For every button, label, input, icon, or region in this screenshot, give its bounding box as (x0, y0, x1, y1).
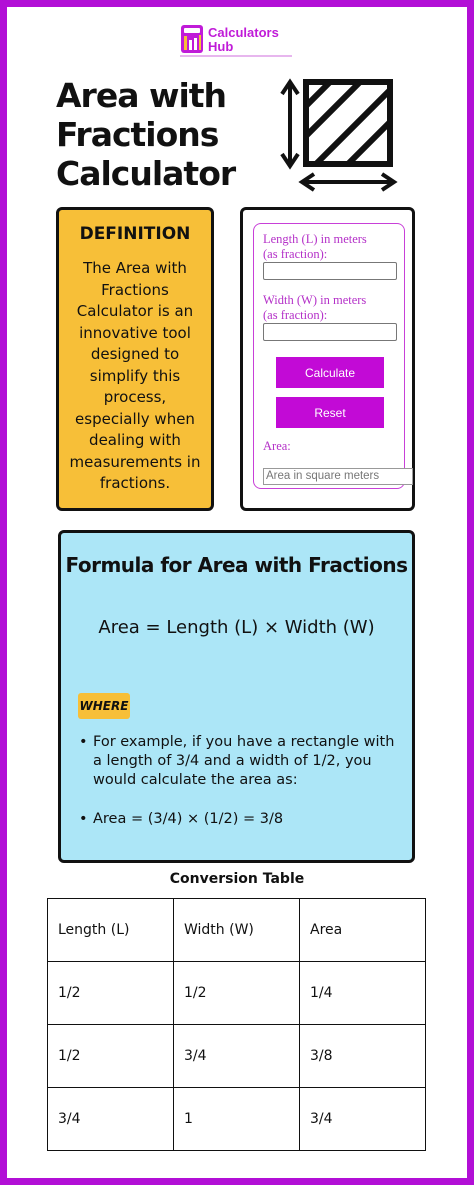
logo-line1: Calculators (208, 25, 279, 40)
area-label: Area: (263, 439, 291, 453)
area-output-field[interactable]: Area in square meters (263, 468, 413, 485)
definition-card (56, 207, 214, 511)
definition-heading: DEFINITION (79, 224, 191, 244)
table-cell: 1/2 (48, 1025, 174, 1088)
table-header-row (48, 899, 426, 962)
calculate-button[interactable]: Calculate (276, 357, 384, 388)
length-label: Length (L) in meters (as fraction): (263, 232, 367, 261)
page-title: Area with Fractions Calculator (56, 76, 236, 193)
table-cell: 1/4 (300, 962, 426, 1025)
calculator-form (253, 223, 405, 489)
formula-bullets (75, 733, 405, 829)
logo-line2: Hub (208, 39, 234, 54)
table-row (48, 1025, 426, 1088)
header-area: Area (300, 899, 426, 962)
formula-heading: Formula for Area with Fractions (65, 553, 408, 577)
calculators-hub-logo[interactable] (180, 24, 292, 60)
reset-button[interactable]: Reset (276, 397, 384, 428)
logo-underline (180, 55, 292, 57)
table-row (48, 1088, 426, 1151)
logo-text (208, 26, 279, 54)
calculator-card (240, 207, 415, 511)
width-label: Width (W) in meters (as fraction): (263, 293, 367, 322)
bullet-area-result: • Area = (3/4) × (1/2) = 3/8 (75, 810, 405, 829)
conversion-table-title: Conversion Table (169, 871, 305, 887)
formula-equation: Area = Length (L) × Width (W) (98, 617, 375, 638)
bullet-example: • For example, if you have a rectangle with a length of 3/4 and a width of 1/2, you would calculate the area as: (75, 733, 405, 790)
table-cell: 3/8 (300, 1025, 426, 1088)
definition-text: The Area with Fractions Calculator is an innovative tool designed to simplify this process, especially when dealing with measurements in fractions. (69, 259, 201, 492)
table-cell: 3/4 (174, 1025, 300, 1088)
table-cell: 3/4 (300, 1088, 426, 1151)
table-row (48, 962, 426, 1025)
area-square-icon (276, 76, 404, 196)
header-length: Length (L) (48, 899, 174, 962)
conversion-table (47, 898, 426, 1151)
table-cell: 1/2 (48, 962, 174, 1025)
table-cell: 1 (174, 1088, 300, 1151)
table-cell: 3/4 (48, 1088, 174, 1151)
where-badge: WHERE (78, 693, 130, 719)
width-input[interactable] (263, 323, 397, 341)
header-width: Width (W) (174, 899, 300, 962)
length-input[interactable] (263, 262, 397, 280)
table-cell: 1/2 (174, 962, 300, 1025)
logo-calculator-icon (180, 24, 204, 54)
formula-card (58, 530, 415, 863)
